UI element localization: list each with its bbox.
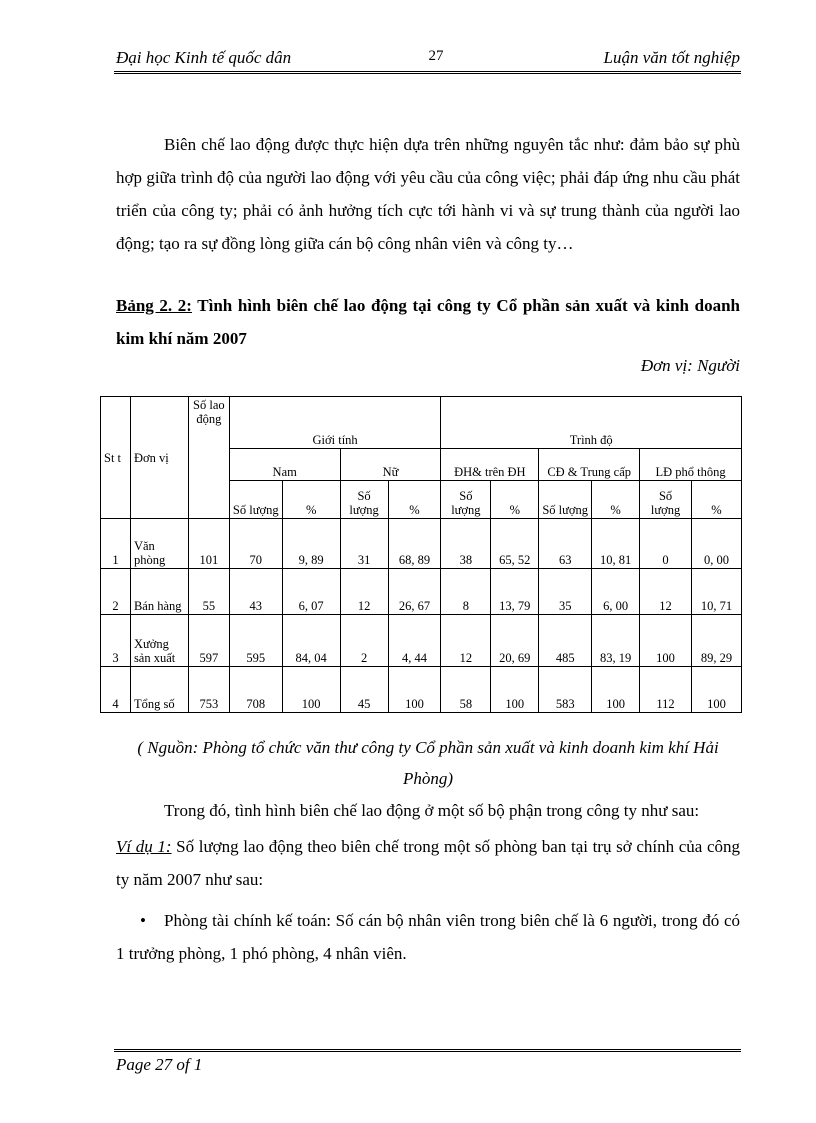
cell-total: 101 — [188, 519, 229, 569]
header-pct: % — [282, 481, 340, 519]
cell-male-pct: 84, 04 — [282, 615, 340, 667]
cell-university: 12 — [441, 615, 491, 667]
header-count: Số lượng — [229, 481, 282, 519]
header-count: Số lượng — [539, 481, 592, 519]
cell-college-pct: 10, 81 — [592, 519, 640, 569]
intro-paragraph: Biên chế lao động được thực hiện dựa trên những nguyên tắc như: đảm bảo sự phù hợp giữa trình độ của người lao động với yêu cầu của công việc; phải đáp ứng nhu cầu phát triển của công ty; phải có ảnh hưởng tích cực tới hành vi và sự trung thành của người lao động; tạo ra sự đồng lòng giữa cán bộ công nhân viên và công ty… — [116, 135, 740, 253]
table-caption-text: Tình hình biên chế lao động tại công ty Cổ phần sản xuất và kinh doanh kim khí năm 2007 — [116, 296, 740, 348]
cell-female: 2 — [340, 615, 388, 667]
header-female: Nữ — [340, 449, 441, 481]
cell-female-pct: 68, 89 — [388, 519, 441, 569]
table-row — [101, 615, 742, 667]
cell-female-pct: 26, 67 — [388, 569, 441, 615]
cell-female: 45 — [340, 667, 388, 713]
cell-college-pct: 83, 19 — [592, 615, 640, 667]
header-thesis-type: Luận văn tốt nghiệp — [603, 48, 740, 67]
cell-college-pct: 6, 00 — [592, 569, 640, 615]
cell-general-pct: 10, 71 — [692, 569, 742, 615]
cell-stt: 3 — [101, 615, 131, 667]
table-row — [101, 667, 742, 713]
example-paragraph — [116, 830, 740, 896]
cell-general: 0 — [640, 519, 692, 569]
header-unit: Đơn vị — [130, 397, 188, 519]
cell-general: 100 — [640, 615, 692, 667]
cell-university: 38 — [441, 519, 491, 569]
cell-general-pct: 89, 29 — [692, 615, 742, 667]
cell-male-pct: 6, 07 — [282, 569, 340, 615]
cell-male-pct: 100 — [282, 667, 340, 713]
cell-stt: 1 — [101, 519, 131, 569]
cell-stt: 2 — [101, 569, 131, 615]
cell-female-pct: 4, 44 — [388, 615, 441, 667]
cell-university-pct: 13, 79 — [491, 569, 539, 615]
header-count: Số lượng — [441, 481, 491, 519]
footer-rule — [114, 1049, 741, 1052]
table-caption-label: Bảng 2. 2: — [116, 296, 192, 315]
bullet-dot-icon: • — [140, 911, 146, 930]
bullet-item — [116, 904, 740, 970]
bullet-text: Phòng tài chính kế toán: Số cán bộ nhân viên trong biên chế là 6 người, trong đó có 1 trưởng phòng, 1 phó phòng, 4 nhân viên. — [116, 911, 740, 963]
header-level: Trình độ — [441, 397, 742, 449]
header-pct: % — [592, 481, 640, 519]
example-text: Số lượng lao động theo biên chế trong một số phòng ban tại trụ sở chính của công ty năm 2007 như sau: — [116, 837, 740, 889]
cell-unit: Xưởng sản xuất — [130, 615, 188, 667]
cell-female-pct: 100 — [388, 667, 441, 713]
cell-male: 708 — [229, 667, 282, 713]
header-university: ĐH& trên ĐH — [441, 449, 539, 481]
cell-general-pct: 100 — [692, 667, 742, 713]
header-gender: Giới tính — [229, 397, 441, 449]
cell-female: 31 — [340, 519, 388, 569]
cell-total: 597 — [188, 615, 229, 667]
header-count: Số lượng — [340, 481, 388, 519]
header-pct: % — [491, 481, 539, 519]
header-stt: St t — [101, 397, 131, 519]
header-pct: % — [388, 481, 441, 519]
cell-unit: Tổng số — [130, 667, 188, 713]
header-page-number: 27 — [428, 48, 444, 64]
cell-female: 12 — [340, 569, 388, 615]
table-caption — [116, 289, 740, 355]
header-rule — [114, 71, 741, 74]
cell-university-pct: 100 — [491, 667, 539, 713]
page-footer: Page 27 of 1 — [116, 1055, 203, 1074]
table-unit: Đơn vị: Người — [640, 356, 740, 375]
cell-total: 55 — [188, 569, 229, 615]
header-general: LĐ phổ thông — [640, 449, 742, 481]
cell-total: 753 — [188, 667, 229, 713]
cell-male: 595 — [229, 615, 282, 667]
example-label: Ví dụ 1: — [116, 837, 172, 856]
paragraph-2: Trong đó, tình hình biên chế lao động ở một số bộ phận trong công ty như sau: — [164, 801, 700, 820]
cell-unit: Bán hàng — [130, 569, 188, 615]
header-male: Nam — [229, 449, 340, 481]
cell-general-pct: 0, 00 — [692, 519, 742, 569]
header-pct: % — [692, 481, 742, 519]
cell-college: 63 — [539, 519, 592, 569]
cell-male-pct: 9, 89 — [282, 519, 340, 569]
cell-male: 70 — [229, 519, 282, 569]
header-total: Số lao động — [188, 397, 229, 519]
cell-college: 35 — [539, 569, 592, 615]
cell-university-pct: 20, 69 — [491, 615, 539, 667]
page-header — [116, 48, 740, 70]
cell-university-pct: 65, 52 — [491, 519, 539, 569]
table-source: ( Nguồn: Phòng tổ chức văn thư công ty Cổ phần sản xuất và kinh doanh kim khí Hải Phòng) — [137, 738, 719, 788]
cell-college: 583 — [539, 667, 592, 713]
table-row — [101, 569, 742, 615]
header-school: Đại học Kinh tế quốc dân — [116, 48, 292, 67]
header-count: Số lượng — [640, 481, 692, 519]
cell-general: 12 — [640, 569, 692, 615]
cell-male: 43 — [229, 569, 282, 615]
cell-college: 485 — [539, 615, 592, 667]
cell-stt: 4 — [101, 667, 131, 713]
cell-unit: Văn phòng — [130, 519, 188, 569]
cell-university: 58 — [441, 667, 491, 713]
header-college: CĐ & Trung cấp — [539, 449, 640, 481]
labor-table — [100, 396, 742, 713]
cell-university: 8 — [441, 569, 491, 615]
cell-general: 112 — [640, 667, 692, 713]
cell-college-pct: 100 — [592, 667, 640, 713]
table-row — [101, 519, 742, 569]
